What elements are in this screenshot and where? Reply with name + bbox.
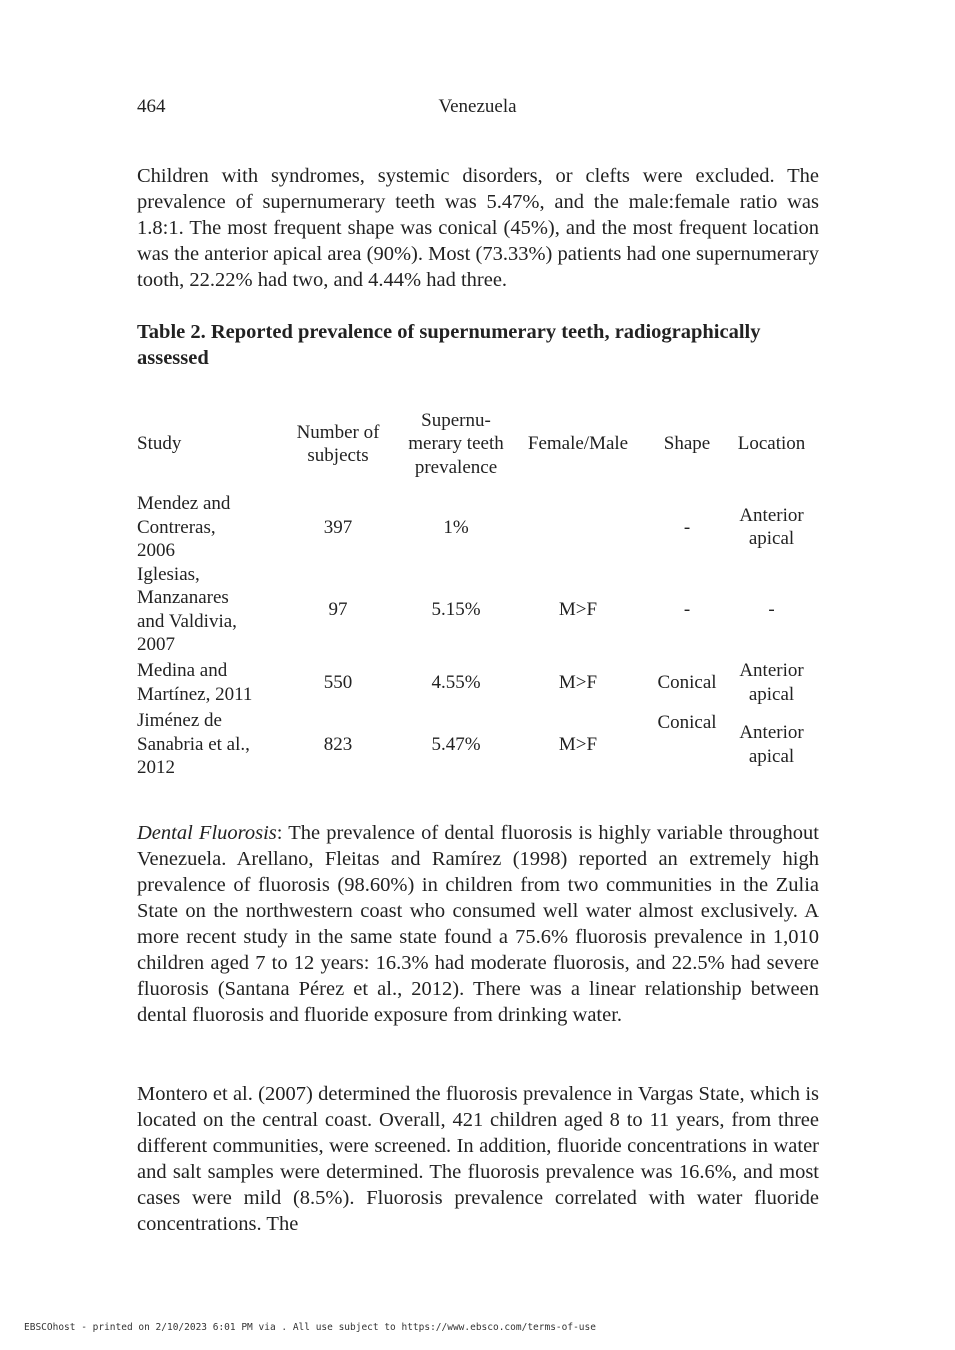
cell-subjects: 397 <box>323 516 353 538</box>
cell-female-male: M>F <box>558 671 598 693</box>
paragraph-vargas-state: Montero et al. (2007) determined the fluorosis prevalence in Vargas State, which is located on the central coast. Overall, 421 children aged 8 to 11 years, from three different communities, were screened. In addition, fluoride concentrations in water and salt samples were determined. The fluorosis prevalence was 16.6%, and most cases were mild (8.5%). Fluorosis prevalence correlated with water fluoride concentrations. The <box>137 1083 819 1235</box>
cell-female-male <box>504 492 652 563</box>
cell-subjects: 97 <box>328 598 348 620</box>
cell-location: - <box>768 598 775 620</box>
table-header-row <box>137 396 821 492</box>
section-lead-dental-fluorosis: Dental Fluorosis <box>137 822 277 844</box>
cell-study: Iglesias, Manzanares and Valdivia, 2007 <box>137 563 237 655</box>
running-title: Venezuela <box>438 96 517 117</box>
header-shape: Shape <box>663 433 711 455</box>
cell-subjects: 823 <box>323 733 353 755</box>
cell-location: Anterior apical <box>739 504 804 550</box>
cell-study: Jiménez de Sanabria et al., 2012 <box>137 710 250 779</box>
cell-shape: Conical <box>657 711 717 733</box>
cell-subjects: 550 <box>323 671 353 693</box>
cell-shape: - <box>683 598 691 620</box>
cell-location: Anterior apical <box>739 722 804 767</box>
page-number: 464 <box>137 96 166 117</box>
cell-female-male: M>F <box>558 598 598 620</box>
cell-prevalence: 1% <box>443 516 469 538</box>
paragraph-dental-fluorosis-text: : The prevalence of dental fluorosis is highly variable throughout Venezuela. Arellano, Fleitas and Ramírez (1998) reported an extremely high prevalence of fluorosis (98.60%) in children from two communities in the Zulia State on the northwestern coast who consumed well water almost exclusively. A more recent study in the same state found a 75.6% fluorosis prevalence in 1,010 children aged 7 to 12 years: 16.3% had moderate fluorosis, and 22.5% had severe fluorosis (Santana Pérez et al., 2012). There was a linear relationship between dental fluorosis and fluoride exposure from drinking water. <box>137 822 819 1026</box>
cell-prevalence: 5.47% <box>431 733 481 755</box>
table-row <box>137 657 821 709</box>
paragraph-supernumerary-summary: Children with syndromes, systemic disorders, or clefts were excluded. The prevalence of supernumerary teeth was 5.47%, and the male:female ratio was 1.8:1. The most frequent shape was conical (45%), and the most frequent location was the anterior apical area (90%). Most (73.33%) patients had one supernumerary tooth, 22.22% had two, and 4.44% had three. <box>137 165 819 291</box>
cell-location: Anterior apical <box>739 660 804 705</box>
cell-prevalence: 4.55% <box>431 671 481 693</box>
cell-prevalence: 5.15% <box>431 598 481 620</box>
table-row <box>137 709 821 781</box>
paragraph-dental-fluorosis <box>137 820 819 1028</box>
header-study: Study <box>137 433 182 455</box>
header-location: Location <box>737 433 806 455</box>
print-footer: EBSCOhost - printed on 2/10/2023 6:01 PM via . All use subject to https://www.ebsco.com/terms-of-use <box>24 1322 596 1333</box>
prevalence-table <box>137 396 821 781</box>
header-subjects: Number of subjects <box>296 421 380 466</box>
header-female-male: Female/Male <box>527 433 629 455</box>
table-title: Table 2. Reported prevalence of supernumerary teeth, radiographically assessed <box>137 321 761 369</box>
cell-study: Medina and Martínez, 2011 <box>137 660 253 705</box>
table-row <box>137 492 821 563</box>
cell-study: Mendez and Contreras, 2006 <box>137 493 231 561</box>
header-prevalence: Supernu-merary teeth prevalence <box>408 409 504 478</box>
cell-shape: - <box>683 516 691 538</box>
cell-shape: Conical <box>657 671 717 693</box>
table-row <box>137 563 821 657</box>
cell-female-male: M>F <box>558 733 598 755</box>
